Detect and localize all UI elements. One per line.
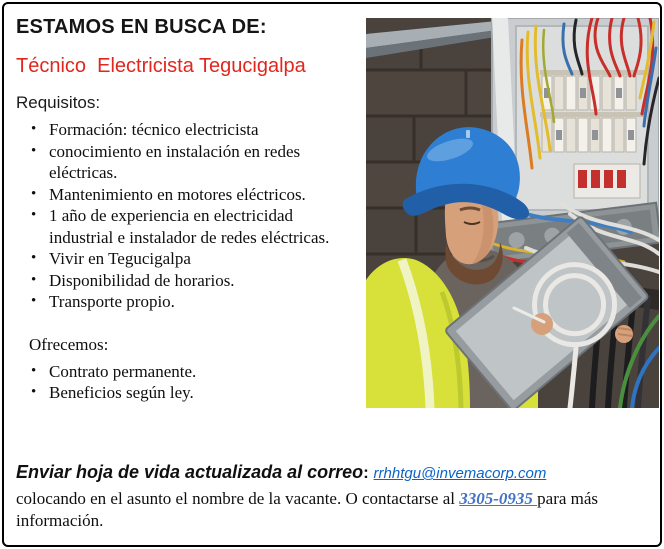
requirement-item-text: conocimiento en instalación en redes eléctricas. [49,141,301,182]
offer-item [16,382,349,404]
offer-list [16,361,364,404]
offer-item-text: Contrato permanente. [49,361,197,381]
offer-item-text: Beneficios según ley. [49,383,194,402]
requirement-item [16,205,349,248]
requirement-item [16,270,349,292]
requirement-item-text: Transporte propio. [49,292,175,311]
phone-link[interactable]: 3305-0935 [459,489,538,508]
requirement-item [16,184,349,206]
contact-block [16,461,616,532]
requirements-heading: Requisitos: [16,93,101,112]
email-link[interactable]: rrhhtgu@invemacorp.com [373,465,547,482]
contact-text-after-phone: para más información. [16,489,599,530]
requirement-item-text: Vivir en Tegucigalpa [49,249,191,268]
contact-line1 [16,461,616,485]
requirement-item-text: Formación: técnico electricista [49,120,259,139]
requirement-item-text: Mantenimiento en motores eléctricos. [49,184,306,204]
requirement-item-text: 1 año de experiencia en electricidad industrial e instalador de redes eléctricas. [49,206,330,247]
requirement-item [16,248,349,270]
requirement-item [16,141,349,184]
position-title: Técnico Electricista Tegucigalpa [16,55,306,77]
contact-lead: Enviar hoja de vida actualizada al correo [16,462,364,482]
contact-colon: : [363,463,374,482]
contact-line2 [16,488,616,532]
requirement-item-text: Disponibilidad de horarios. [49,270,235,290]
requirements-list [16,119,364,313]
offer-item [16,361,349,383]
page-title: ESTAMOS EN BUSCA DE: [16,16,267,38]
offer-heading: Ofrecemos: [29,334,109,354]
job-poster [2,2,662,547]
contact-text-before-phone: colocando en el asunto el nombre de la vacante. O contactarse al [16,489,460,508]
requirement-item [16,119,349,141]
requirement-item [16,291,349,313]
text-column [16,16,364,404]
electrician-photo [366,18,659,408]
